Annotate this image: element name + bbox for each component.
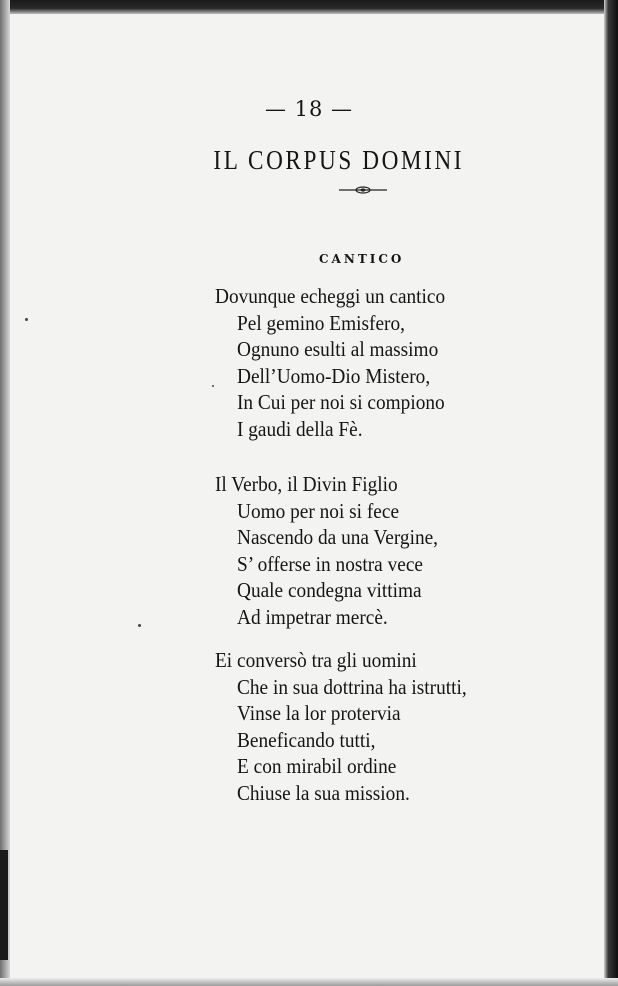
poem-line: Quale condegna vittima	[237, 578, 422, 602]
scan-edge-top	[0, 0, 618, 14]
paper-speck	[25, 318, 28, 321]
poem-line: Pel gemino Emisfero,	[237, 310, 405, 335]
poem-line: Ognuno esulti al massimo	[237, 337, 439, 361]
scan-edge-left	[0, 0, 10, 986]
page-title: IL CORPUS DOMINI	[213, 145, 465, 175]
scan-edge-left-mark	[0, 850, 8, 960]
poem-line: I gaudi della Fè.	[237, 416, 363, 441]
paper-speck	[212, 385, 214, 387]
poem-line: Beneficando tutti,	[237, 727, 376, 752]
poem-line: Ad impetrar mercè.	[237, 604, 388, 629]
poem-line: Dovunque echeggi un cantico	[215, 284, 446, 308]
poem-line: Dell’Uomo-Dio Mistero,	[237, 363, 431, 388]
poem-line: In Cui per noi si compiono	[237, 390, 445, 414]
paper-speck	[138, 624, 141, 627]
poem-line: S’ offerse in nostra vece	[237, 551, 423, 576]
page-number: — 18 —	[264, 97, 354, 121]
poem-line: Chiuse la sua mission.	[237, 780, 410, 805]
poem-line: Il Verbo, il Divin Figlio	[215, 472, 398, 496]
section-subtitle: CANTICO	[319, 252, 405, 266]
poem-line: Nascendo da una Vergine,	[237, 525, 439, 549]
poem-line: Vinse la lor protervia	[237, 701, 401, 725]
poem-line: Che in sua dottrina ha istrutti,	[237, 674, 467, 699]
poem-line: E con mirabil ordine	[237, 754, 397, 778]
poem-line: Uomo per noi si fece	[237, 498, 400, 523]
scan-edge-right	[604, 0, 618, 986]
poem-line: Ei conversò tra gli uomini	[215, 648, 417, 672]
scan-edge-bottom	[0, 978, 618, 986]
ornament-divider	[339, 185, 387, 195]
